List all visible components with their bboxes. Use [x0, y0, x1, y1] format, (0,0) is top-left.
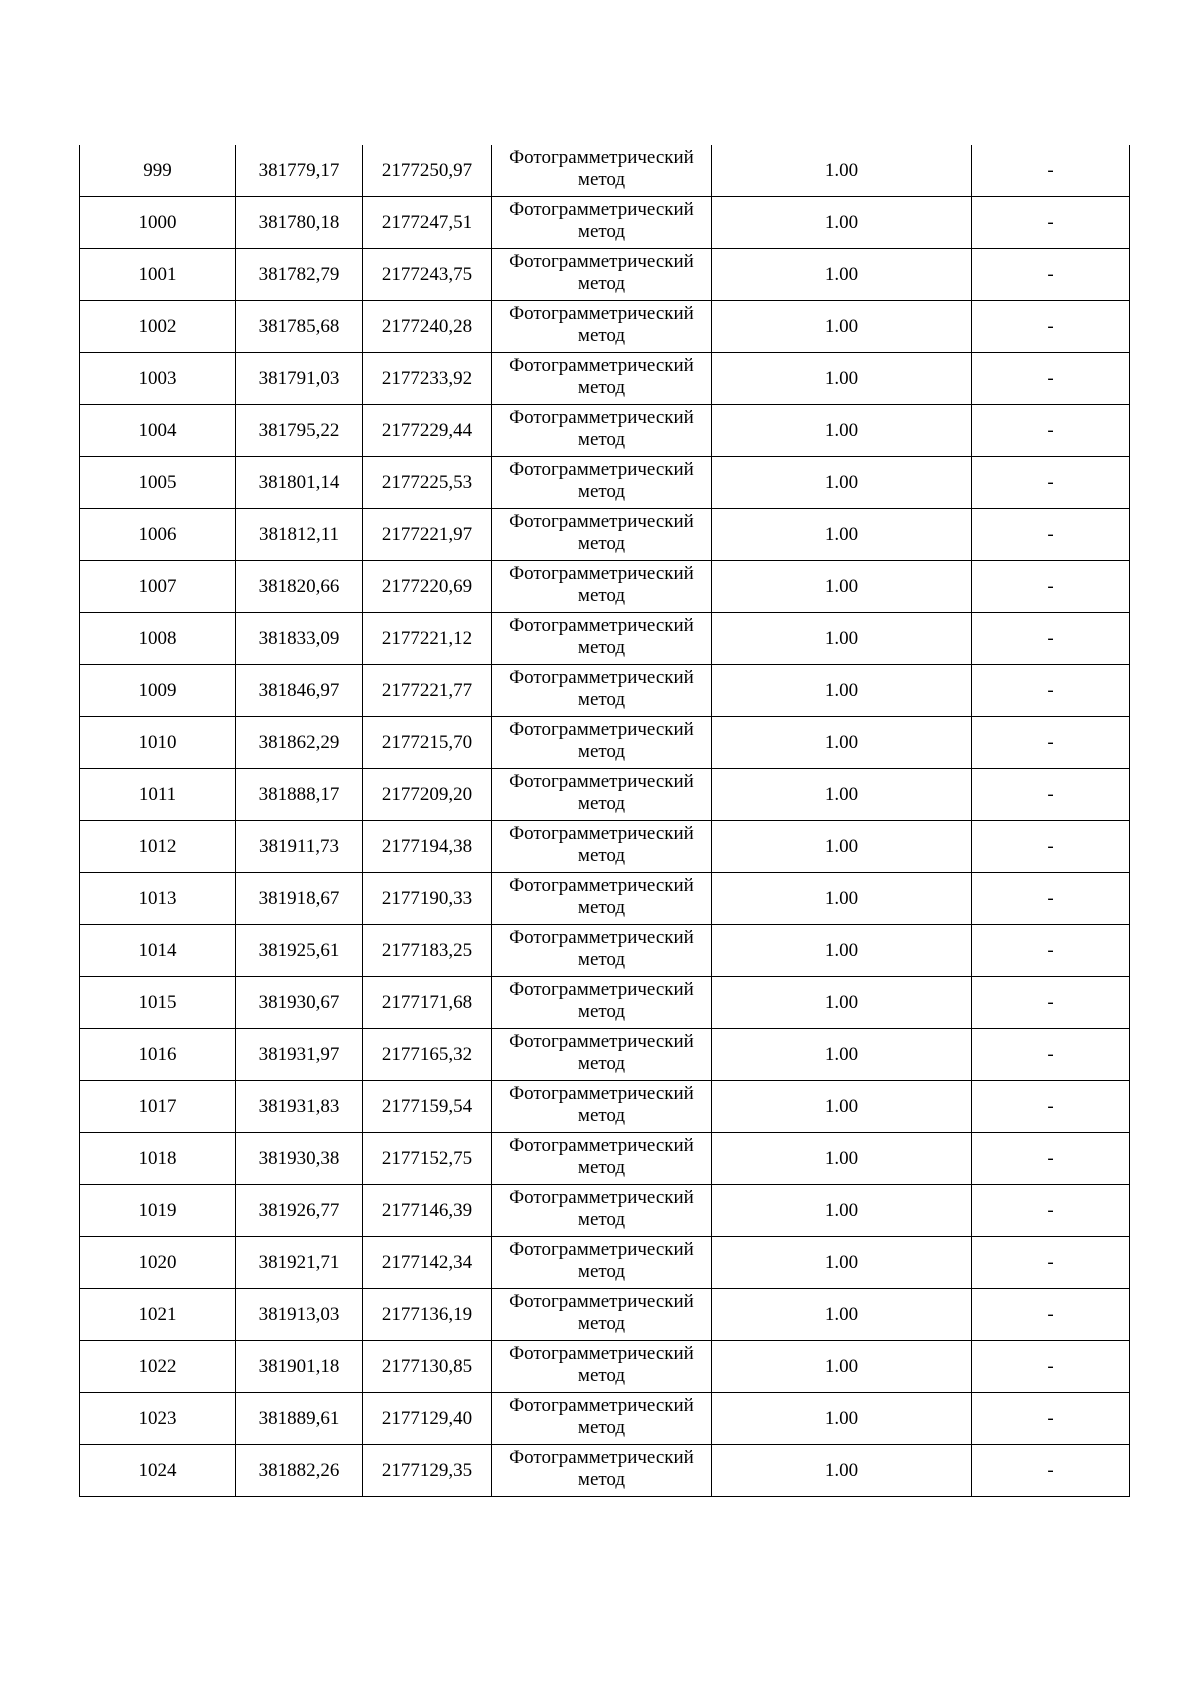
- x-coordinate-cell: 381795,22: [236, 405, 363, 457]
- x-coordinate-cell: 381782,79: [236, 249, 363, 301]
- method-label: Фотограмметрический метод: [509, 1238, 694, 1282]
- point-number-cell: 1006: [80, 509, 236, 561]
- description-cell: -: [972, 1445, 1130, 1497]
- description-cell: -: [972, 977, 1130, 1029]
- method-cell: [492, 1445, 712, 1497]
- method-label: Фотограмметрический метод: [509, 406, 694, 450]
- method-cell: [492, 821, 712, 873]
- precision-cell: 1.00: [712, 873, 972, 925]
- precision-cell: 1.00: [712, 1133, 972, 1185]
- point-number-cell: 1014: [80, 925, 236, 977]
- precision-cell: 1.00: [712, 1445, 972, 1497]
- description-cell: -: [972, 1341, 1130, 1393]
- table-row: [80, 717, 1130, 769]
- x-coordinate-cell: 381925,61: [236, 925, 363, 977]
- method-label: Фотограмметрический метод: [509, 1030, 694, 1074]
- point-number-cell: 1010: [80, 717, 236, 769]
- y-coordinate-cell: 2177130,85: [363, 1341, 492, 1393]
- method-label: Фотограмметрический метод: [509, 978, 694, 1022]
- method-cell: [492, 405, 712, 457]
- method-cell: [492, 1081, 712, 1133]
- point-number-cell: 999: [80, 145, 236, 197]
- table-row: [80, 301, 1130, 353]
- method-cell: [492, 873, 712, 925]
- method-label: Фотограмметрический метод: [509, 1290, 694, 1334]
- description-cell: -: [972, 301, 1130, 353]
- y-coordinate-cell: 2177221,97: [363, 509, 492, 561]
- method-cell: [492, 249, 712, 301]
- x-coordinate-cell: 381911,73: [236, 821, 363, 873]
- method-cell: [492, 1237, 712, 1289]
- x-coordinate-cell: 381901,18: [236, 1341, 363, 1393]
- description-cell: -: [972, 1185, 1130, 1237]
- precision-cell: 1.00: [712, 1289, 972, 1341]
- description-cell: -: [972, 821, 1130, 873]
- precision-cell: 1.00: [712, 1185, 972, 1237]
- description-cell: -: [972, 1133, 1130, 1185]
- y-coordinate-cell: 2177159,54: [363, 1081, 492, 1133]
- description-cell: -: [972, 561, 1130, 613]
- method-label: Фотограмметрический метод: [509, 770, 694, 814]
- method-cell: [492, 197, 712, 249]
- table-row: [80, 405, 1130, 457]
- y-coordinate-cell: 2177129,40: [363, 1393, 492, 1445]
- coordinates-table-body: [80, 145, 1130, 1497]
- table-row: [80, 769, 1130, 821]
- point-number-cell: 1021: [80, 1289, 236, 1341]
- description-cell: -: [972, 249, 1130, 301]
- precision-cell: 1.00: [712, 1237, 972, 1289]
- x-coordinate-cell: 381882,26: [236, 1445, 363, 1497]
- precision-cell: 1.00: [712, 717, 972, 769]
- method-cell: [492, 665, 712, 717]
- point-number-cell: 1016: [80, 1029, 236, 1081]
- method-cell: [492, 717, 712, 769]
- method-cell: [492, 301, 712, 353]
- x-coordinate-cell: 381846,97: [236, 665, 363, 717]
- description-cell: -: [972, 613, 1130, 665]
- point-number-cell: 1018: [80, 1133, 236, 1185]
- point-number-cell: 1008: [80, 613, 236, 665]
- precision-cell: 1.00: [712, 821, 972, 873]
- table-row: [80, 509, 1130, 561]
- description-cell: -: [972, 1029, 1130, 1081]
- description-cell: -: [972, 925, 1130, 977]
- precision-cell: 1.00: [712, 613, 972, 665]
- table-row: [80, 1445, 1130, 1497]
- table-row: [80, 1029, 1130, 1081]
- point-number-cell: 1013: [80, 873, 236, 925]
- method-cell: [492, 925, 712, 977]
- y-coordinate-cell: 2177243,75: [363, 249, 492, 301]
- method-cell: [492, 1393, 712, 1445]
- x-coordinate-cell: 381926,77: [236, 1185, 363, 1237]
- description-cell: -: [972, 1237, 1130, 1289]
- method-label: Фотограмметрический метод: [509, 614, 694, 658]
- x-coordinate-cell: 381812,11: [236, 509, 363, 561]
- x-coordinate-cell: 381801,14: [236, 457, 363, 509]
- x-coordinate-cell: 381921,71: [236, 1237, 363, 1289]
- x-coordinate-cell: 381780,18: [236, 197, 363, 249]
- description-cell: -: [972, 197, 1130, 249]
- x-coordinate-cell: 381785,68: [236, 301, 363, 353]
- point-number-cell: 1011: [80, 769, 236, 821]
- table-row: [80, 1341, 1130, 1393]
- description-cell: -: [972, 665, 1130, 717]
- description-cell: -: [972, 873, 1130, 925]
- x-coordinate-cell: 381888,17: [236, 769, 363, 821]
- method-label: Фотограмметрический метод: [509, 146, 694, 190]
- method-cell: [492, 509, 712, 561]
- description-cell: -: [972, 353, 1130, 405]
- coordinates-table: [79, 145, 1130, 1497]
- point-number-cell: 1002: [80, 301, 236, 353]
- method-cell: [492, 977, 712, 1029]
- x-coordinate-cell: 381820,66: [236, 561, 363, 613]
- method-label: Фотограмметрический метод: [509, 1186, 694, 1230]
- method-cell: [492, 353, 712, 405]
- precision-cell: 1.00: [712, 353, 972, 405]
- table-row: [80, 457, 1130, 509]
- point-number-cell: 1000: [80, 197, 236, 249]
- x-coordinate-cell: 381791,03: [236, 353, 363, 405]
- point-number-cell: 1024: [80, 1445, 236, 1497]
- method-label: Фотограмметрический метод: [509, 1134, 694, 1178]
- y-coordinate-cell: 2177183,25: [363, 925, 492, 977]
- method-label: Фотограмметрический метод: [509, 562, 694, 606]
- table-row: [80, 1185, 1130, 1237]
- precision-cell: 1.00: [712, 1081, 972, 1133]
- precision-cell: 1.00: [712, 1393, 972, 1445]
- point-number-cell: 1009: [80, 665, 236, 717]
- point-number-cell: 1023: [80, 1393, 236, 1445]
- precision-cell: 1.00: [712, 249, 972, 301]
- precision-cell: 1.00: [712, 509, 972, 561]
- method-cell: [492, 457, 712, 509]
- description-cell: -: [972, 717, 1130, 769]
- method-cell: [492, 561, 712, 613]
- method-label: Фотограмметрический метод: [509, 302, 694, 346]
- y-coordinate-cell: 2177229,44: [363, 405, 492, 457]
- precision-cell: 1.00: [712, 1341, 972, 1393]
- x-coordinate-cell: 381931,83: [236, 1081, 363, 1133]
- method-cell: [492, 145, 712, 197]
- table-row: [80, 1237, 1130, 1289]
- table-row: [80, 1289, 1130, 1341]
- y-coordinate-cell: 2177233,92: [363, 353, 492, 405]
- point-number-cell: 1020: [80, 1237, 236, 1289]
- table-row: [80, 145, 1130, 197]
- table-row: [80, 353, 1130, 405]
- point-number-cell: 1005: [80, 457, 236, 509]
- y-coordinate-cell: 2177215,70: [363, 717, 492, 769]
- x-coordinate-cell: 381913,03: [236, 1289, 363, 1341]
- y-coordinate-cell: 2177221,77: [363, 665, 492, 717]
- y-coordinate-cell: 2177142,34: [363, 1237, 492, 1289]
- table-row: [80, 977, 1130, 1029]
- description-cell: -: [972, 1289, 1130, 1341]
- method-label: Фотограмметрический метод: [509, 510, 694, 554]
- method-label: Фотограмметрический метод: [509, 926, 694, 970]
- x-coordinate-cell: 381862,29: [236, 717, 363, 769]
- description-cell: -: [972, 405, 1130, 457]
- y-coordinate-cell: 2177209,20: [363, 769, 492, 821]
- method-label: Фотограмметрический метод: [509, 718, 694, 762]
- y-coordinate-cell: 2177136,19: [363, 1289, 492, 1341]
- description-cell: -: [972, 1081, 1130, 1133]
- precision-cell: 1.00: [712, 405, 972, 457]
- precision-cell: 1.00: [712, 145, 972, 197]
- y-coordinate-cell: 2177129,35: [363, 1445, 492, 1497]
- precision-cell: 1.00: [712, 977, 972, 1029]
- point-number-cell: 1007: [80, 561, 236, 613]
- method-cell: [492, 1341, 712, 1393]
- precision-cell: 1.00: [712, 457, 972, 509]
- method-cell: [492, 1185, 712, 1237]
- description-cell: -: [972, 1393, 1130, 1445]
- y-coordinate-cell: 2177221,12: [363, 613, 492, 665]
- method-label: Фотограмметрический метод: [509, 458, 694, 502]
- y-coordinate-cell: 2177220,69: [363, 561, 492, 613]
- precision-cell: 1.00: [712, 1029, 972, 1081]
- method-cell: [492, 1133, 712, 1185]
- x-coordinate-cell: 381779,17: [236, 145, 363, 197]
- method-label: Фотограмметрический метод: [509, 1394, 694, 1438]
- point-number-cell: 1015: [80, 977, 236, 1029]
- table-row: [80, 925, 1130, 977]
- point-number-cell: 1001: [80, 249, 236, 301]
- table-row: [80, 613, 1130, 665]
- precision-cell: 1.00: [712, 769, 972, 821]
- y-coordinate-cell: 2177250,97: [363, 145, 492, 197]
- description-cell: -: [972, 145, 1130, 197]
- description-cell: -: [972, 769, 1130, 821]
- method-cell: [492, 613, 712, 665]
- point-number-cell: 1003: [80, 353, 236, 405]
- table-row: [80, 1133, 1130, 1185]
- method-label: Фотограмметрический метод: [509, 822, 694, 866]
- precision-cell: 1.00: [712, 925, 972, 977]
- method-label: Фотограмметрический метод: [509, 874, 694, 918]
- point-number-cell: 1017: [80, 1081, 236, 1133]
- x-coordinate-cell: 381931,97: [236, 1029, 363, 1081]
- method-label: Фотограмметрический метод: [509, 250, 694, 294]
- precision-cell: 1.00: [712, 301, 972, 353]
- description-cell: -: [972, 509, 1130, 561]
- x-coordinate-cell: 381930,38: [236, 1133, 363, 1185]
- description-cell: -: [972, 457, 1130, 509]
- table-row: [80, 1393, 1130, 1445]
- x-coordinate-cell: 381889,61: [236, 1393, 363, 1445]
- method-label: Фотограмметрический метод: [509, 354, 694, 398]
- table-row: [80, 821, 1130, 873]
- method-cell: [492, 1029, 712, 1081]
- y-coordinate-cell: 2177190,33: [363, 873, 492, 925]
- y-coordinate-cell: 2177152,75: [363, 1133, 492, 1185]
- x-coordinate-cell: 381833,09: [236, 613, 363, 665]
- method-label: Фотограмметрический метод: [509, 1446, 694, 1490]
- method-cell: [492, 769, 712, 821]
- y-coordinate-cell: 2177165,32: [363, 1029, 492, 1081]
- table-row: [80, 665, 1130, 717]
- method-label: Фотограмметрический метод: [509, 198, 694, 242]
- precision-cell: 1.00: [712, 197, 972, 249]
- method-label: Фотограмметрический метод: [509, 666, 694, 710]
- point-number-cell: 1004: [80, 405, 236, 457]
- y-coordinate-cell: 2177171,68: [363, 977, 492, 1029]
- precision-cell: 1.00: [712, 561, 972, 613]
- method-cell: [492, 1289, 712, 1341]
- y-coordinate-cell: 2177247,51: [363, 197, 492, 249]
- y-coordinate-cell: 2177240,28: [363, 301, 492, 353]
- y-coordinate-cell: 2177194,38: [363, 821, 492, 873]
- table-row: [80, 249, 1130, 301]
- method-label: Фотограмметрический метод: [509, 1342, 694, 1386]
- table-row: [80, 1081, 1130, 1133]
- table-row: [80, 873, 1130, 925]
- table-row: [80, 197, 1130, 249]
- y-coordinate-cell: 2177225,53: [363, 457, 492, 509]
- point-number-cell: 1012: [80, 821, 236, 873]
- precision-cell: 1.00: [712, 665, 972, 717]
- point-number-cell: 1019: [80, 1185, 236, 1237]
- table-row: [80, 561, 1130, 613]
- point-number-cell: 1022: [80, 1341, 236, 1393]
- x-coordinate-cell: 381930,67: [236, 977, 363, 1029]
- x-coordinate-cell: 381918,67: [236, 873, 363, 925]
- y-coordinate-cell: 2177146,39: [363, 1185, 492, 1237]
- method-label: Фотограмметрический метод: [509, 1082, 694, 1126]
